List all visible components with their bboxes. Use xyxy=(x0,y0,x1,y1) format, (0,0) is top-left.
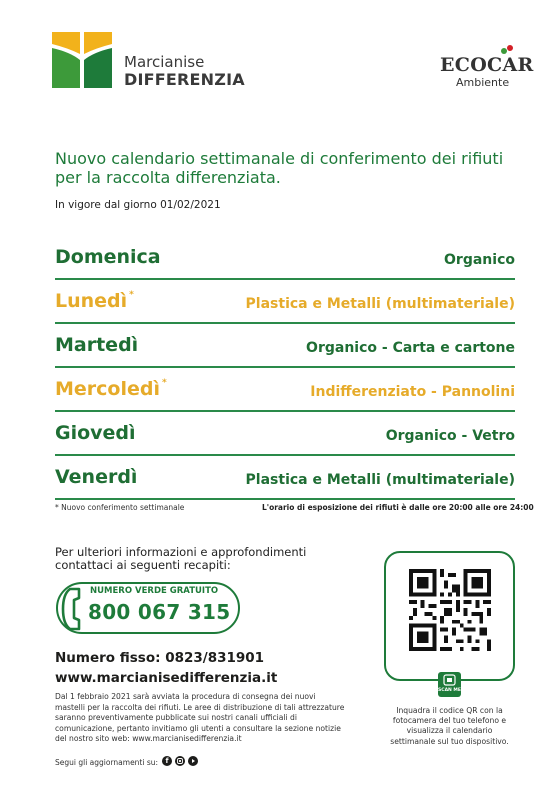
day-label: Mercoledì * xyxy=(55,378,167,400)
weekly-schedule xyxy=(55,236,515,500)
schedule-row xyxy=(55,368,515,412)
contact-intro: Per ulteriori informazioni e approfondimenti contattaci ai seguenti recapiti: xyxy=(55,545,307,572)
waste-type: Plastica e Metalli (multimateriale) xyxy=(245,472,515,488)
follow-us-label: Segui gli aggiornamenti su: xyxy=(55,758,159,767)
day-label: Martedì xyxy=(55,334,139,356)
effective-date: In vigore dal giorno 01/02/2021 xyxy=(55,199,221,211)
facebook-icon[interactable]: f xyxy=(162,756,172,766)
scan-me-label: SCAN ME xyxy=(438,688,461,693)
qr-instructions: Inquadra il codice QR con la fotocamera del tuo telefono e visualizza il calendario settimanale sul tuo dispositivo. xyxy=(390,706,509,746)
page-title: Nuovo calendario settimanale di conferimento dei rifiuti per la raccolta differenziata. xyxy=(55,149,504,187)
youtube-icon[interactable] xyxy=(188,756,198,766)
schedule-row xyxy=(55,236,515,280)
day-label: Giovedì xyxy=(55,422,136,444)
day-label: Lunedì * xyxy=(55,290,134,312)
waste-type: Plastica e Metalli (multimateriale) xyxy=(245,296,515,312)
distribution-notice: Dal 1 febbraio 2021 sarà avviata la procedura di consegna dei nuovi mastelli per la raccolta dei rifiuti. Le aree di distribuzione di tali attrezzature saranno preventivamente pubblicate sui nostri canali ufficiali di comunicazione, pertanto invitiamo gli utenti a consultare la sezione notizie del nostro sito web: www.marcianisedifferenzia.it xyxy=(55,692,345,744)
logo-text-brand: DIFFERENZIA xyxy=(124,70,245,89)
logo-text-city: Marcianise xyxy=(124,53,205,71)
website-link[interactable]: www.marcianisedifferenzia.it xyxy=(55,670,278,686)
toll-free-number[interactable]: 800 067 315 xyxy=(88,600,231,624)
waste-type: Organico - Vetro xyxy=(385,428,515,444)
schedule-row xyxy=(55,324,515,368)
toll-free-label: NUMERO VERDE GRATUITO xyxy=(86,586,222,596)
waste-type: Organico - Carta e cartone xyxy=(306,340,515,356)
ecocar-logo-sub: Ambiente xyxy=(456,76,510,89)
day-label: Domenica xyxy=(55,246,161,268)
qr-code[interactable] xyxy=(409,569,491,651)
waste-type: Indifferenziato - Pannolini xyxy=(310,384,515,400)
marcianise-logo-mark xyxy=(50,32,114,88)
instagram-icon[interactable] xyxy=(175,756,185,766)
schedule-row xyxy=(55,280,515,324)
waste-type: Organico xyxy=(444,252,515,268)
new-collection-legend: * Nuovo conferimento settimanale xyxy=(55,503,185,512)
schedule-row xyxy=(55,456,515,500)
landline-number: Numero fisso: 0823/831901 xyxy=(55,650,265,666)
schedule-row xyxy=(55,412,515,456)
day-label: Venerdì xyxy=(55,466,138,488)
camera-icon xyxy=(441,674,458,687)
ecocar-logo: ECOCAR xyxy=(440,54,534,76)
exposure-hours-note: L'orario di esposizione dei rifiuti è dalle ore 20:00 alle ore 24:00 xyxy=(262,503,534,512)
